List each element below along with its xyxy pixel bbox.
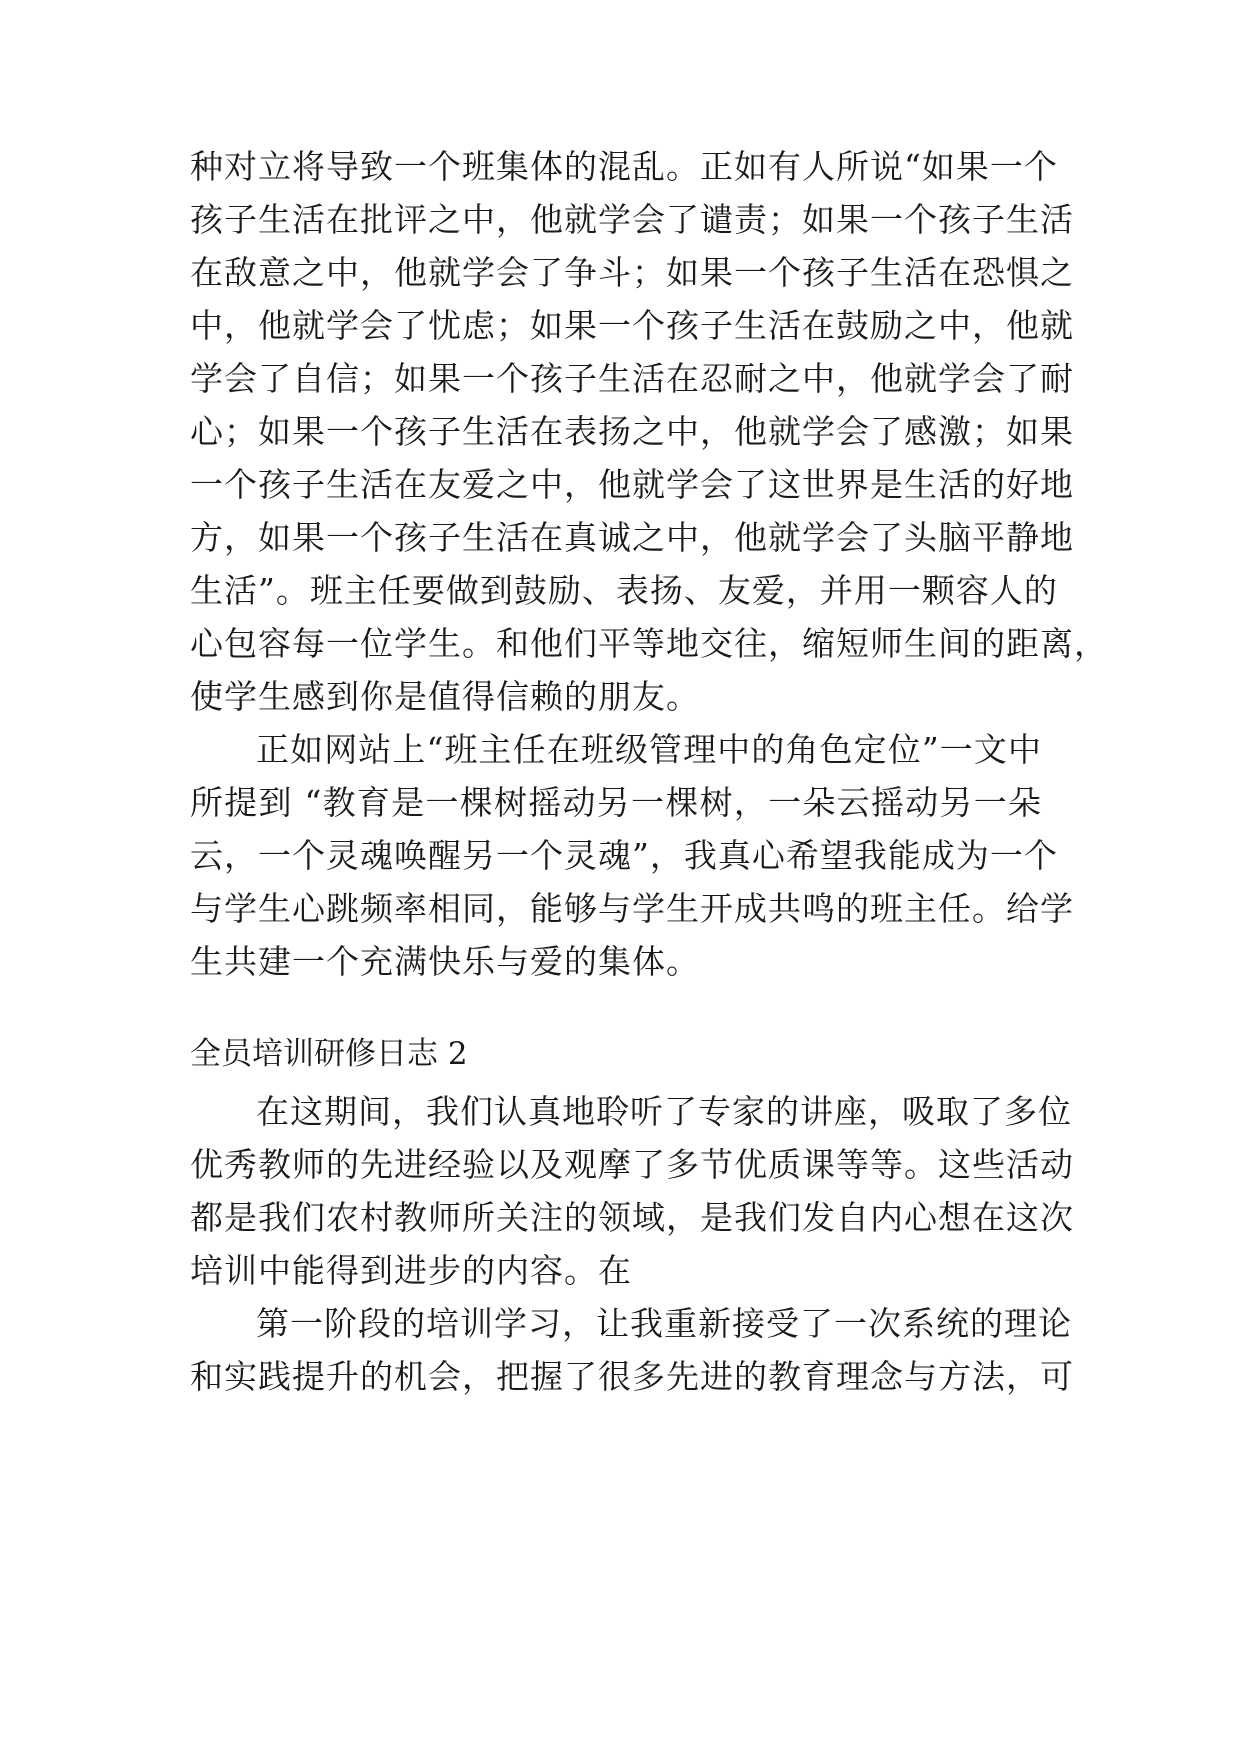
text-line: 使学生感到你是值得信赖的朋友。 <box>190 677 700 716</box>
text-line: 心包容每一位学生。和他们平等地交往，缩短师生间的距离， <box>190 624 1108 663</box>
text-line: 孩子生活在批评之中，他就学会了谴责；如果一个孩子生活 <box>190 200 1074 239</box>
text-line: 培训中能得到进步的内容。在 <box>190 1251 632 1290</box>
text-line: 种对立将导致一个班集体的混乱。正如有人所说“如果一个 <box>190 147 1058 186</box>
text-line: 与学生心跳频率相同，能够与学生开成共鸣的班主任。给学 <box>190 889 1074 928</box>
text-line: 生活”。班主任要做到鼓励、表扬、友爱，并用一颗容人的 <box>190 571 1058 610</box>
text-line: 在敌意之中，他就学会了争斗；如果一个孩子生活在恐惧之 <box>190 253 1074 292</box>
text-line: 所提到 “教育是一棵树摇动另一棵树，一朵云摇动另一朵 <box>190 783 1042 822</box>
text-line: 一个孩子生活在友爱之中，他就学会了这世界是生活的好地 <box>190 465 1074 504</box>
text-line: 心；如果一个孩子生活在表扬之中，他就学会了感激；如果 <box>190 412 1074 451</box>
text-line: 生共建一个充满快乐与爱的集体。 <box>190 942 700 981</box>
text-line: 在这期间，我们认真地聆听了专家的讲座，吸取了多位 <box>256 1092 1072 1131</box>
text-line: 方，如果一个孩子生活在真诚之中，他就学会了头脑平静地 <box>190 518 1074 557</box>
text-line: 学会了自信；如果一个孩子生活在忍耐之中，他就学会了耐 <box>190 359 1074 398</box>
text-line: 和实践提升的机会，把握了很多先进的教育理念与方法，可 <box>190 1357 1074 1396</box>
text-line: 正如网站上“班主任在班级管理中的角色定位”一文中 <box>256 730 1042 769</box>
text-line: 优秀教师的先进经验以及观摩了多节优质课等等。这些活动 <box>190 1145 1074 1184</box>
section-title: 全员培训研修日志 2 <box>190 1036 468 1072</box>
text-line: 都是我们农村教师所关注的领域，是我们发自内心想在这次 <box>190 1198 1074 1237</box>
text-line: 第一阶段的培训学习，让我重新接受了一次系统的理论 <box>256 1304 1072 1343</box>
text-line: 云，一个灵魂唤醒另一个灵魂”，我真心希望我能成为一个 <box>190 836 1058 875</box>
text-line: 中，他就学会了忧虑；如果一个孩子生活在鼓励之中，他就 <box>190 306 1074 345</box>
